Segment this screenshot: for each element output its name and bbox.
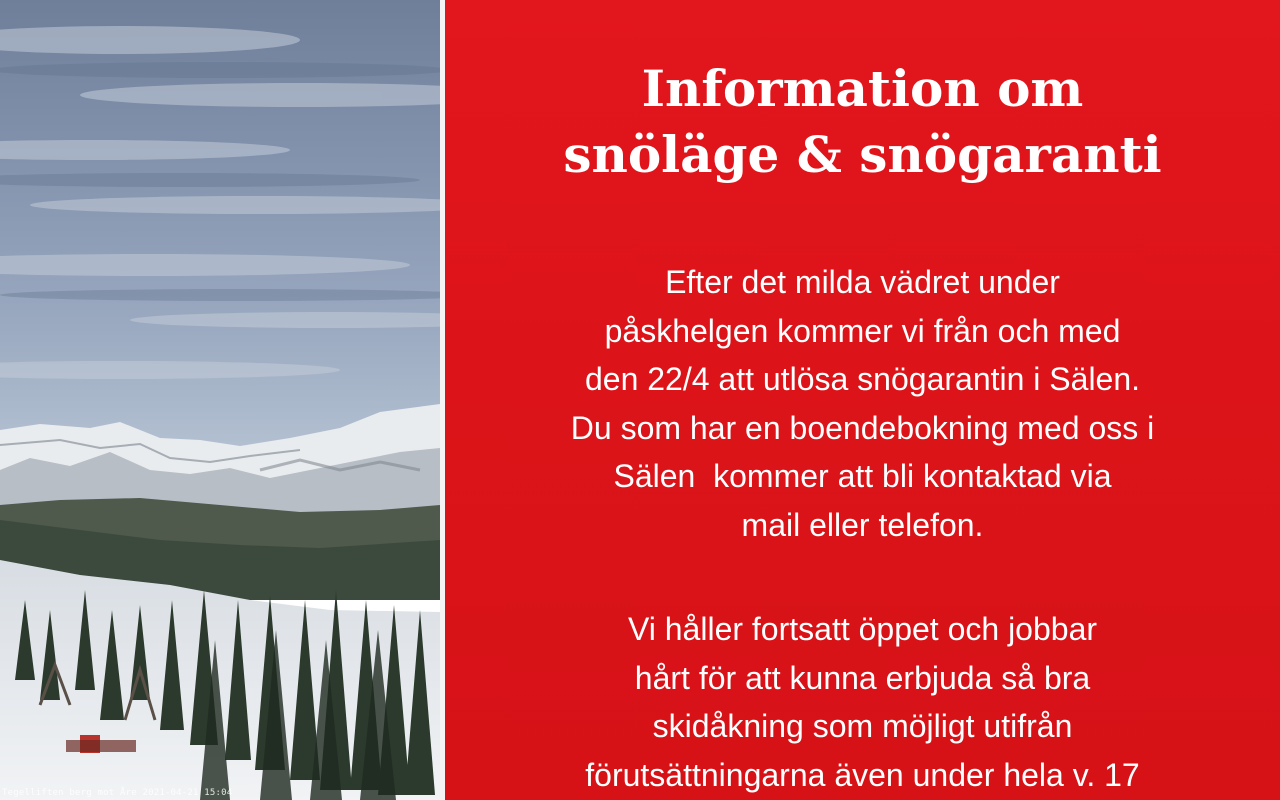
info-paragraph-2 xyxy=(445,605,1280,799)
paragraph-line: Vi håller fortsatt öppet och jobbar xyxy=(627,611,1098,647)
webcam-image xyxy=(0,0,440,800)
paragraph-line: mail eller telefon. xyxy=(741,506,984,543)
paragraph-line: påskhelgen kommer vi från och med xyxy=(604,312,1121,349)
paragraph-line: förutsättningarna även under hela v. 17 xyxy=(585,756,1140,793)
info-panel xyxy=(445,0,1280,800)
info-title xyxy=(445,56,1280,188)
info-paragraph-1 xyxy=(445,258,1280,549)
paragraph-line: skidåkning som möjligt utifrån xyxy=(652,708,1073,744)
paragraph-line: hårt för att kunna erbjuda så bra xyxy=(634,659,1091,696)
paragraph-line: Efter det milda vädret under xyxy=(665,264,1060,300)
info-title-line: snöläge & snögaranti xyxy=(563,125,1162,184)
webcam-timestamp: Tegelliften berg mot Åre 2021-04-21 15:04 xyxy=(2,788,233,798)
paragraph-line: den 22/4 att utlösa snögarantin i Sälen. xyxy=(584,361,1141,397)
paragraph-line: Sälen kommer att bli kontaktad via xyxy=(613,458,1112,494)
info-title-line: Information om xyxy=(641,59,1084,118)
mountain-landscape xyxy=(0,0,440,800)
paragraph-line: Du som har en boendebokning med oss i xyxy=(570,409,1155,446)
